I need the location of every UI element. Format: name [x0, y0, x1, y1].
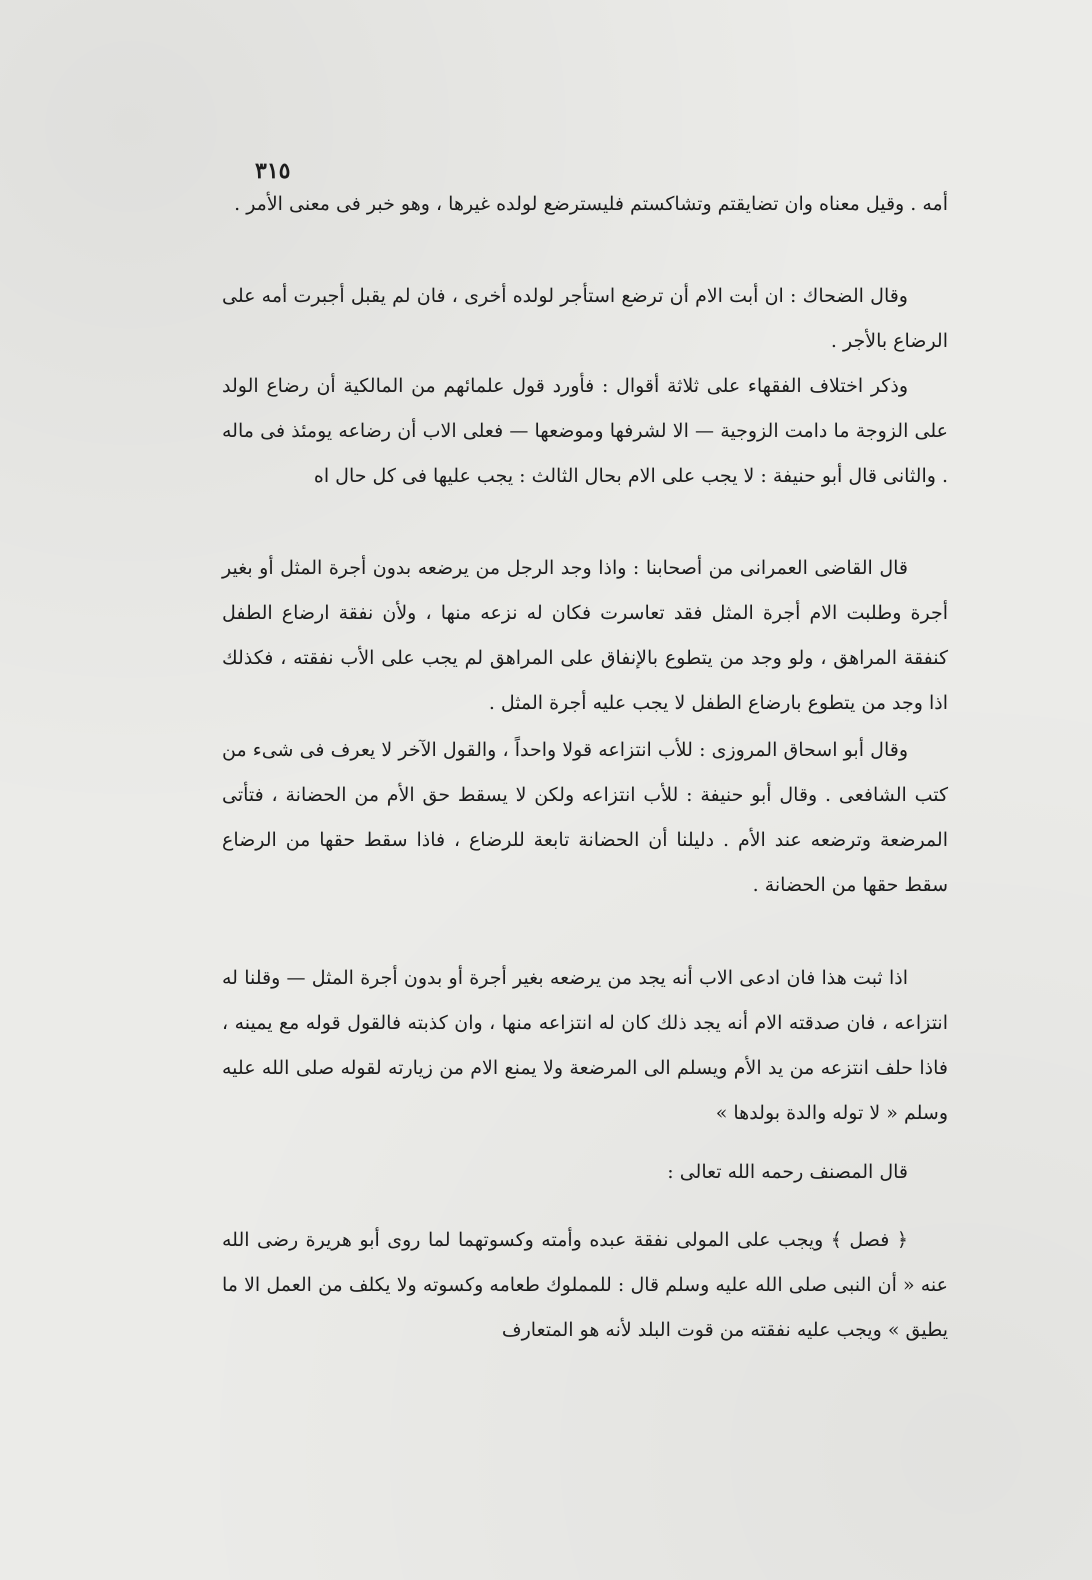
author-heading: قال المصنف رحمه الله تعالى : [667, 1161, 908, 1183]
paragraph-6: اذا ثبت هذا فان ادعى الاب أنه يجد من يرضعه بغير أجرة أو بدون أجرة المثل — وقلنا له انتزاعه ، فان صدقته الام أنه يجد ذلك كان له انتزاعه منها ، وان كذبته فالقول قوله مع يمينه ، فاذا حلف انتزعه من يد الأم ويسلم الى المرضعة ولا يمنع الام من زيارته لقوله صلى الله عليه وسلم « لا توله والدة بولدها » [222, 967, 948, 1124]
paragraph-4: قال القاضى العمرانى من أصحابنا : واذا وجد الرجل من يرضعه بدون أجرة المثل أو بغير أجرة وطلبت الام أجرة المثل فقد تعاسرت فكان له نزعه منها ، ولأن نفقة ارضاع الطفل كنفقة المراهق ، ولو وجد من يتطوع بالإنفاق على المراهق لم يجب على الأب نفقته ، فكذلك اذا وجد من يتطوع بارضاع الطفل لا يجب عليه أجرة المثل . [222, 557, 948, 714]
paragraph-1: أمه . وقيل معناه وان تضايقتم وتشاكستم فليسترضع لولده غيرها ، وهو خبر فى معنى الأمر . [234, 193, 948, 215]
page-number: ٣١٥ [255, 158, 291, 184]
paragraph-5: وقال أبو اسحاق المروزى : للأب انتزاعه قولا واحداً ، والقول الآخر لا يعرف فى شىء من كتب الشافعى . وقال أبو حنيفة : للأب انتزاعه ولكن لا يسقط حق الأم من الحضانة ، فتأتى المرضعة وترضعه عند الأم . دليلنا أن الحضانة تابعة للرضاع ، فاذا سقط حقها من الرضاع سقط حقها من الحضانة . [222, 739, 948, 896]
paragraph-8: ﴿ فصل ﴾ ويجب على المولى نفقة عبده وأمته وكسوتهما لما روى أبو هريرة رضى الله عنه « أن النبى صلى الله عليه وسلم قال : للمملوك طعامه وكسوته ولا يكلف من العمل الا ما يطيق » ويجب عليه نفقته من قوت البلد لأنه هو المتعارف [222, 1229, 948, 1341]
paragraph-2: وقال الضحاك : ان أبت الام أن ترضع استأجر لولده أخرى ، فان لم يقبل أجبرت أمه على الرضاع بالأجر . [222, 285, 948, 352]
paragraph-3: وذكر اختلاف الفقهاء على ثلاثة أقوال : فأورد قول علمائهم من المالكية أن رضاع الولد على الزوجة ما دامت الزوجية — الا لشرفها وموضعها — فعلى الاب أن رضاعه يومئذ فى ماله . والثانى قال أبو حنيفة : لا يجب على الام بحال الثالث : يجب عليها فى كل حال اه [222, 375, 948, 487]
